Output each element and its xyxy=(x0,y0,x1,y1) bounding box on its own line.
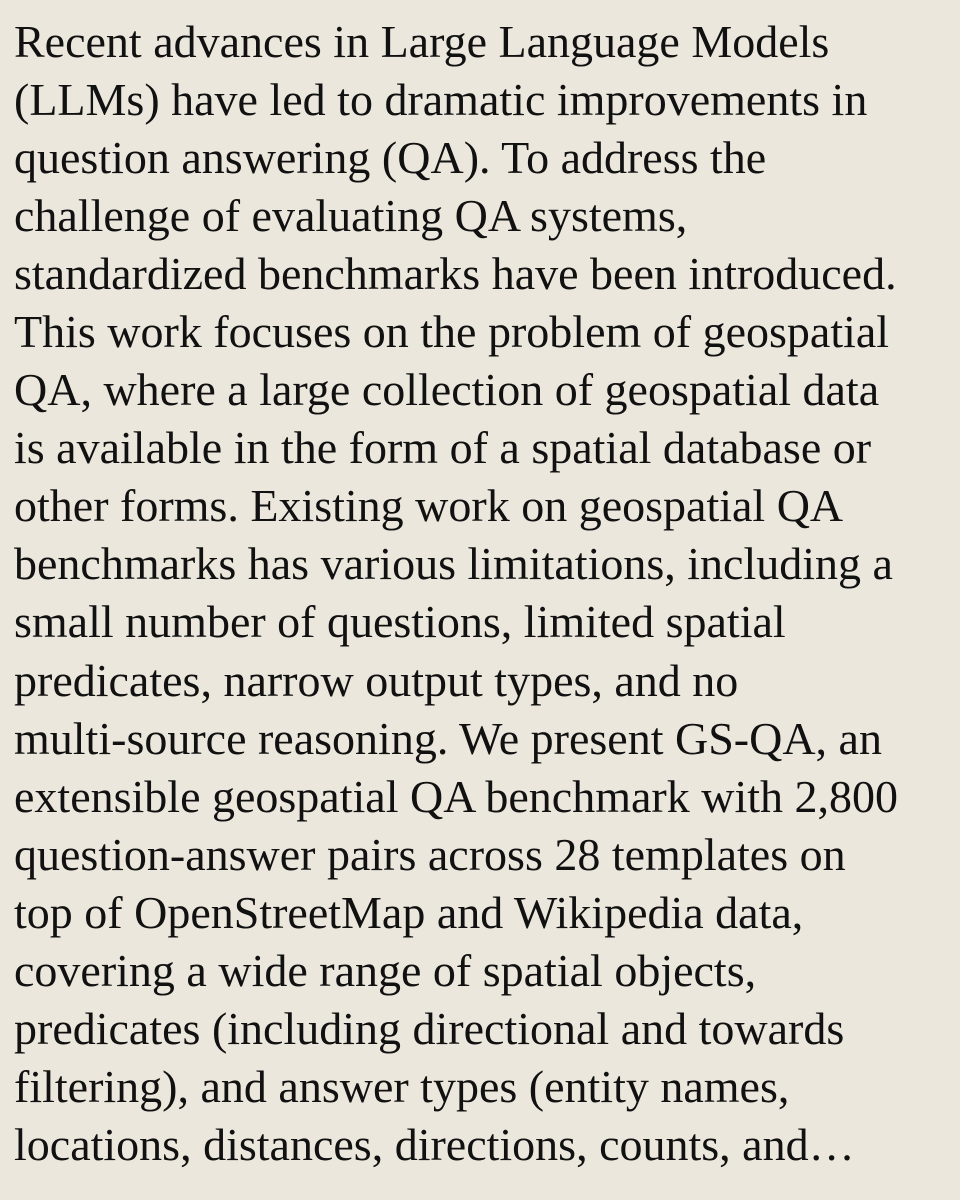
abstract-line: predicates (including directional and towards xyxy=(14,1002,845,1054)
abstract-line: challenge of evaluating QA systems, xyxy=(14,190,688,242)
abstract-line: standardized benchmarks have been introduced. xyxy=(14,248,897,300)
abstract-line: multi-source reasoning. We present GS-QA, an xyxy=(14,712,882,764)
abstract-line: covering a wide range of spatial objects, xyxy=(14,944,757,996)
abstract-line: question answering (QA). To address the xyxy=(14,132,767,184)
abstract-line: top of OpenStreetMap and Wikipedia data, xyxy=(14,886,804,938)
abstract-line: Recent advances in Large Language Models xyxy=(14,16,830,67)
abstract-text xyxy=(14,13,960,1174)
abstract-line: question-answer pairs across 28 templates on xyxy=(14,828,846,880)
abstract-line: locations, distances, directions, counts, and… xyxy=(14,1118,855,1170)
abstract-line: small number of questions, limited spatial xyxy=(14,596,786,648)
abstract-line: filtering), and answer types (entity names, xyxy=(14,1060,790,1112)
abstract-line: other forms. Existing work on geospatial QA xyxy=(14,480,844,532)
abstract-line: (LLMs) have led to dramatic improvements in xyxy=(14,74,868,126)
abstract-line: predicates, narrow output types, and no xyxy=(14,654,739,706)
abstract-line: QA, where a large collection of geospatial data xyxy=(14,364,880,416)
abstract-line: extensible geospatial QA benchmark with 2,800 xyxy=(14,770,899,822)
abstract-line: benchmarks has various limitations, including a xyxy=(14,538,893,590)
abstract-line: is available in the form of a spatial database or xyxy=(14,422,872,474)
abstract-line: This work focuses on the problem of geospatial xyxy=(14,306,890,358)
